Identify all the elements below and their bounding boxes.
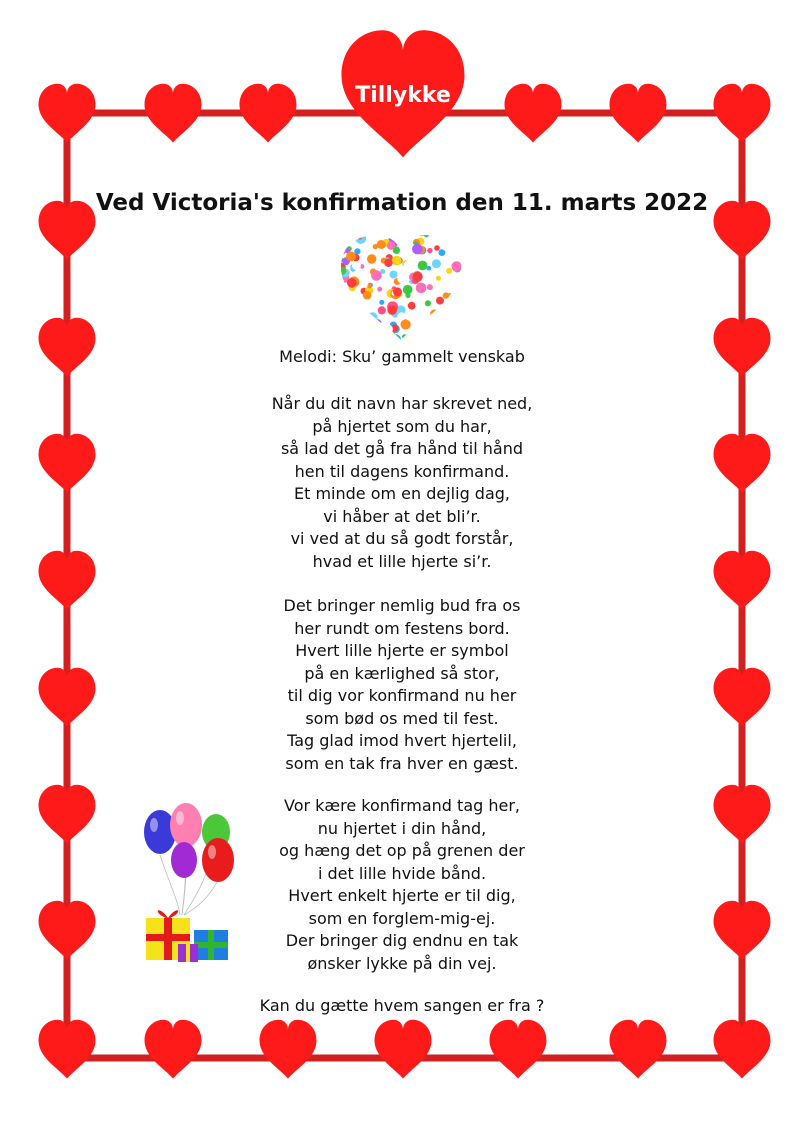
heart-icon	[260, 1020, 317, 1079]
verse-line: Vor kære konfirmand tag her,	[283, 796, 521, 815]
verse-line: som bød os med til fest.	[305, 708, 499, 728]
closing-line: Kan du gætte hvem sangen er fra ?	[259, 996, 545, 1015]
heart-icon	[145, 1020, 202, 1079]
verse-line: Det bringer nemlig bud fra os	[283, 596, 521, 615]
verse-line: som en forglem-mig-ej.	[308, 908, 496, 928]
verse-line: på hjertet som du har,	[312, 416, 492, 436]
heart-icon	[145, 84, 202, 143]
verse-line: Et minde om en dejlig dag,	[293, 484, 511, 503]
heart-icon	[39, 84, 96, 143]
verse-line: vi ved at du så godt forstår,	[290, 529, 514, 548]
verse-line: så lad det gå fra hånd til hånd	[280, 439, 524, 458]
verse-line: Når du dit navn har skrevet ned,	[271, 394, 533, 413]
heart-icon	[610, 84, 667, 143]
verse-line: Tag glad imod hvert hjertelil,	[287, 731, 517, 750]
verse-line: som en tak fra hver en gæst.	[285, 753, 519, 773]
stanza-3	[0, 795, 804, 975]
heart-icon	[240, 84, 297, 143]
heart-icon	[610, 1020, 667, 1079]
verse-line: her rundt om festens bord.	[294, 618, 510, 638]
verse-line: Hvert enkelt hjerte er til dig,	[288, 886, 516, 905]
verse-line: hen til dagens konfirmand.	[294, 461, 510, 481]
balloons-gifts-icon	[138, 800, 238, 970]
stanza-1	[0, 393, 804, 573]
verse-line: på en kærlighed så stor,	[304, 663, 500, 683]
melody-line: Melodi: Sku’ gammelt venskab	[279, 347, 525, 366]
flower-heart-icon	[340, 235, 462, 343]
page-title: Ved Victoria's konfirmation den 11. marts 2022	[95, 190, 709, 216]
heart-icon	[505, 84, 562, 143]
verse-line: ønsker lykke på din vej.	[307, 953, 497, 973]
tillykke-label: Tillykke	[355, 83, 451, 108]
stanza-2	[0, 595, 804, 775]
verse-line: i det lille hvide bånd.	[317, 863, 487, 883]
verse-line: til dig vor konfirmand nu her	[287, 686, 517, 705]
heart-icon	[375, 1020, 432, 1079]
verse-line: og hæng det op på grenen der	[279, 841, 525, 860]
heart-icon	[714, 84, 771, 143]
verse-line: hvad et lille hjerte si’r.	[312, 551, 492, 571]
verse-line: Der bringer dig endnu en tak	[285, 931, 519, 950]
verse-line: vi håber at det bli’r.	[323, 506, 481, 526]
heart-icon	[490, 1020, 547, 1079]
verse-line: nu hjertet i din hånd,	[317, 818, 487, 838]
verse-line: Hvert lille hjerte er symbol	[295, 641, 509, 660]
